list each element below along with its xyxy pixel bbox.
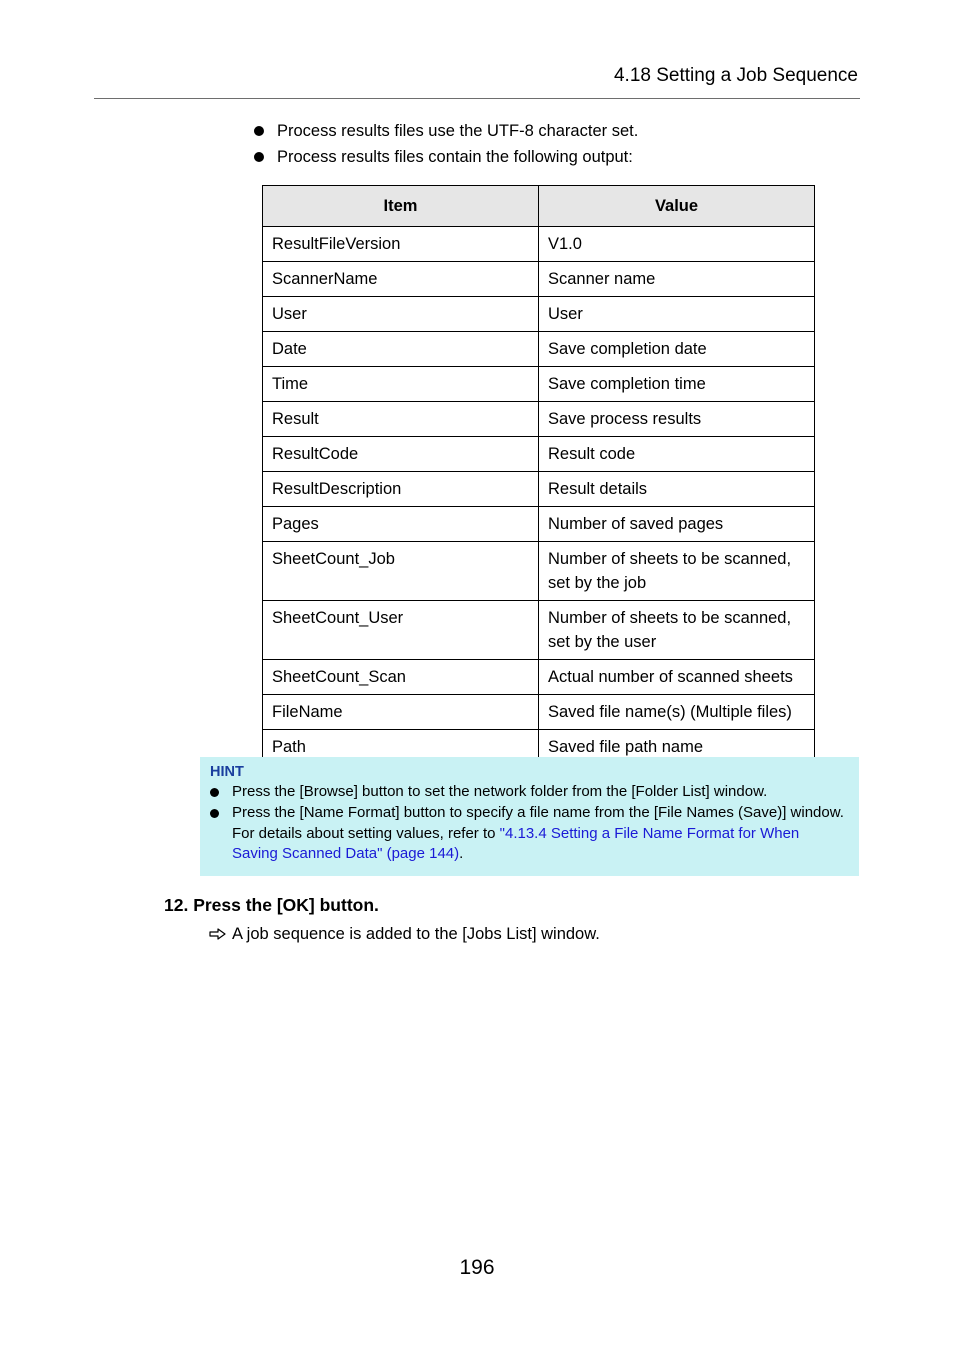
page-number: 196	[459, 1256, 495, 1279]
bullet-dot-icon	[210, 809, 219, 818]
bullet-dot-icon	[254, 126, 264, 136]
value-cell: V1.0	[539, 227, 815, 262]
item-cell: Path	[263, 730, 539, 765]
table-row	[263, 297, 815, 332]
value-cell: Scanner name	[539, 262, 815, 297]
table-row	[263, 601, 815, 660]
item-cell: Result	[263, 402, 539, 437]
bullet-dot-icon	[254, 152, 264, 162]
hint-item: Press the [Browse] button to set the network folder from the [Folder List] window.	[210, 782, 849, 803]
step-result: A job sequence is added to the [Jobs List] window.	[209, 922, 600, 946]
item-cell: SheetCount_Job	[263, 542, 539, 601]
value-cell: User	[539, 297, 815, 332]
value-cell: Save completion time	[539, 367, 815, 402]
bullet-item: Process results files contain the following output:	[254, 144, 638, 170]
table-row	[263, 262, 815, 297]
value-cell: Save process results	[539, 402, 815, 437]
item-cell: ResultDescription	[263, 472, 539, 507]
value-cell: Number of sheets to be scanned, set by the user	[539, 601, 815, 660]
table-row	[263, 227, 815, 262]
table-row	[263, 402, 815, 437]
bullet-list	[254, 118, 638, 170]
item-cell: ResultCode	[263, 437, 539, 472]
item-cell: SheetCount_User	[263, 601, 539, 660]
bullet-item: Process results files use the UTF-8 character set.	[254, 118, 638, 144]
value-cell: Result details	[539, 472, 815, 507]
step-title: 12. Press the [OK] button.	[164, 895, 379, 915]
column-header-value: Value	[539, 186, 815, 227]
result-arrow-icon	[209, 928, 227, 940]
table-row	[263, 542, 815, 601]
column-header-item: Item	[263, 186, 539, 227]
item-cell: Pages	[263, 507, 539, 542]
table-row	[263, 437, 815, 472]
bullet-dot-icon	[210, 788, 219, 797]
item-cell: Date	[263, 332, 539, 367]
value-cell: Number of saved pages	[539, 507, 815, 542]
hint-box	[200, 757, 859, 876]
hint-label: HINT	[210, 764, 244, 780]
table-row	[263, 472, 815, 507]
section-title: 4.18 Setting a Job Sequence	[613, 65, 858, 86]
hint-list	[210, 782, 849, 865]
value-cell: Saved file name(s) (Multiple files)	[539, 695, 815, 730]
header-divider	[94, 98, 860, 99]
table-row	[263, 332, 815, 367]
item-cell: FileName	[263, 695, 539, 730]
cross-reference-link[interactable]: "4.13.4 Setting a File Name Format for When Saving Scanned Data" (page 144)	[232, 824, 800, 863]
table-row	[263, 367, 815, 402]
value-cell: Number of sheets to be scanned, set by the job	[539, 542, 815, 601]
results-output-table	[262, 185, 815, 765]
item-cell: Time	[263, 367, 539, 402]
value-cell: Result code	[539, 437, 815, 472]
item-cell: ScannerName	[263, 262, 539, 297]
item-cell: User	[263, 297, 539, 332]
item-cell: ResultFileVersion	[263, 227, 539, 262]
item-cell: SheetCount_Scan	[263, 660, 539, 695]
table-header-row	[263, 186, 815, 227]
table-row	[263, 695, 815, 730]
table-row	[263, 660, 815, 695]
value-cell: Saved file path name	[539, 730, 815, 765]
table-body	[263, 227, 815, 765]
value-cell: Actual number of scanned sheets	[539, 660, 815, 695]
hint-item: Press the [Name Format] button to specify a file name from the [File Names (Save)] window. For details about setting values, refer to "4.13.4 Setting a File Name Format for When Saving Scanned Data" (page 144).	[210, 803, 849, 865]
table-row	[263, 507, 815, 542]
value-cell: Save completion date	[539, 332, 815, 367]
